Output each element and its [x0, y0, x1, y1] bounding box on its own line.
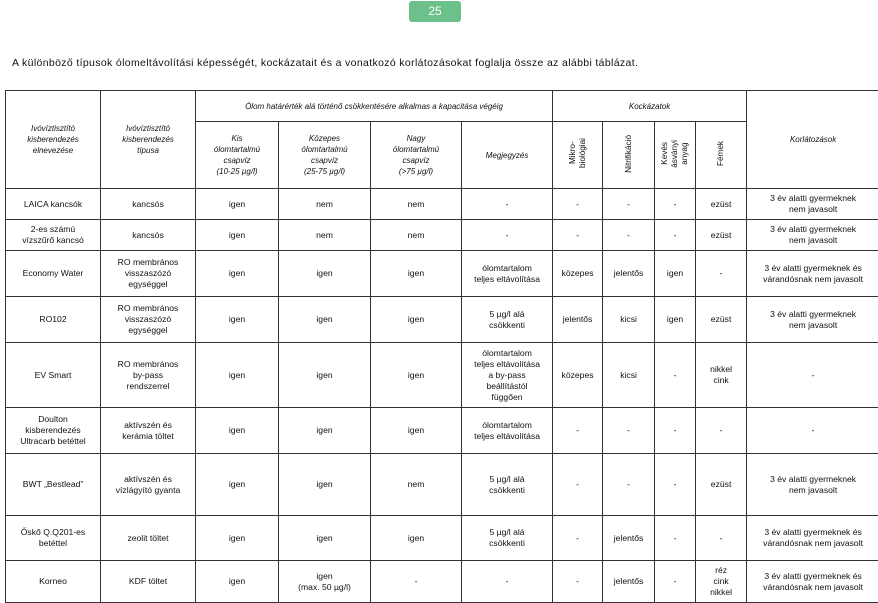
cell-limits: - — [747, 408, 878, 454]
header-device-type: Ivóvíztisztító kisberendezés típusa — [101, 91, 196, 189]
cell-low: igen — [196, 297, 279, 343]
cell-name: 2-es számú vízszűrő kancsó — [6, 220, 101, 251]
cell-name: LAICA kancsók — [6, 189, 101, 220]
cell-metals: ezüst — [696, 220, 747, 251]
cell-micro: - — [553, 408, 603, 454]
cell-name: Korneo — [6, 561, 101, 603]
table-row — [6, 297, 878, 343]
cell-mineral: igen — [655, 251, 696, 297]
cell-high: nem — [371, 220, 462, 251]
cell-limits: 3 év alatti gyermeknek nem javasolt — [747, 220, 878, 251]
intro-text: A különböző típusok ólomeltávolítási képességét, kockázatait és a vonatkozó korlátozásokat foglalja össze az alábbi táblázat. — [12, 57, 638, 69]
header-note: Megjegyzés — [462, 122, 553, 189]
cell-high: igen — [371, 297, 462, 343]
cell-micro: - — [553, 189, 603, 220]
cell-metals: réz cink nikkel — [696, 561, 747, 603]
cell-low: igen — [196, 561, 279, 603]
cell-note: ólomtartalom teljes eltávolítása — [462, 251, 553, 297]
cell-low: igen — [196, 516, 279, 561]
table-row — [6, 220, 878, 251]
cell-low: igen — [196, 251, 279, 297]
header-low-lead: Kis ólomtartalmú csapvíz (10-25 µg/l) — [196, 122, 279, 189]
cell-mineral: - — [655, 408, 696, 454]
cell-medium: igen — [279, 343, 371, 408]
cell-micro: jelentős — [553, 297, 603, 343]
cell-low: igen — [196, 189, 279, 220]
cell-low: igen — [196, 343, 279, 408]
cell-limits: - — [747, 343, 878, 408]
cell-metals: - — [696, 516, 747, 561]
cell-limits: 3 év alatti gyermeknek nem javasolt — [747, 189, 878, 220]
table-row — [6, 251, 878, 297]
header-nitri-cell — [603, 122, 655, 189]
cell-limits: 3 év alatti gyermeknek és várandósnak nem javasolt — [747, 516, 878, 561]
table-row — [6, 408, 878, 454]
cell-metals: ezüst — [696, 454, 747, 516]
table-row — [6, 189, 878, 220]
cell-medium: igen — [279, 297, 371, 343]
cell-mineral: - — [655, 516, 696, 561]
cell-limits: 3 év alatti gyermeknek nem javasolt — [747, 297, 878, 343]
cell-limits: 3 év alatti gyermeknek nem javasolt — [747, 454, 878, 516]
cell-note: ólomtartalom teljes eltávolítása — [462, 408, 553, 454]
cell-high: igen — [371, 343, 462, 408]
cell-note: 5 µg/l alá csökkenti — [462, 454, 553, 516]
cell-mineral: - — [655, 189, 696, 220]
cell-metals: ezüst — [696, 189, 747, 220]
cell-nitri: - — [603, 189, 655, 220]
cell-mineral: igen — [655, 297, 696, 343]
cell-low: igen — [196, 220, 279, 251]
cell-type: aktívszén és kerámia töltet — [101, 408, 196, 454]
cell-micro: közepes — [553, 343, 603, 408]
lead-removal-table — [5, 90, 878, 603]
header-mineral-cell — [655, 122, 696, 189]
table-row — [6, 454, 878, 516]
cell-type: RO membrános visszaszózó egységgel — [101, 297, 196, 343]
cell-micro: közepes — [553, 251, 603, 297]
cell-name: RO102 — [6, 297, 101, 343]
cell-type: aktívszén és vízlágyító gyanta — [101, 454, 196, 516]
header-nitrification: Nitrifikáció — [624, 135, 634, 173]
cell-nitri: jelentős — [603, 516, 655, 561]
cell-nitri: - — [603, 408, 655, 454]
cell-metals: nikkel cink — [696, 343, 747, 408]
cell-limits: 3 év alatti gyermeknek és várandósnak nem javasolt — [747, 561, 878, 603]
cell-name: EV Smart — [6, 343, 101, 408]
page-number-badge: 25 — [409, 1, 461, 22]
cell-type: zeolit töltet — [101, 516, 196, 561]
table-row — [6, 516, 878, 561]
cell-high: - — [371, 561, 462, 603]
cell-note: - — [462, 220, 553, 251]
cell-note: 5 µg/l alá csökkenti — [462, 297, 553, 343]
header-microbiological: Mikro- biológiai — [568, 138, 588, 168]
header-high-lead: Nagy ólomtartalmú csapvíz (>75 µg/l) — [371, 122, 462, 189]
cell-nitri: kicsi — [603, 343, 655, 408]
cell-type: kancsós — [101, 220, 196, 251]
cell-micro: - — [553, 454, 603, 516]
cell-medium: igen — [279, 454, 371, 516]
cell-medium: igen — [279, 408, 371, 454]
cell-mineral: - — [655, 220, 696, 251]
cell-metals: - — [696, 251, 747, 297]
cell-type: RO membrános visszaszózó egységgel — [101, 251, 196, 297]
cell-low: igen — [196, 408, 279, 454]
cell-name: Economy Water — [6, 251, 101, 297]
cell-nitri: - — [603, 454, 655, 516]
cell-medium: nem — [279, 189, 371, 220]
cell-high: nem — [371, 454, 462, 516]
cell-note: 5 µg/l alá csökkenti — [462, 516, 553, 561]
cell-high: igen — [371, 251, 462, 297]
cell-medium: igen — [279, 516, 371, 561]
cell-high: igen — [371, 516, 462, 561]
cell-high: nem — [371, 189, 462, 220]
cell-nitri: kicsi — [603, 297, 655, 343]
header-medium-lead: Közepes ólomtartalmú csapvíz (25-75 µg/l) — [279, 122, 371, 189]
header-metals: Fémek — [716, 141, 726, 166]
cell-micro: - — [553, 516, 603, 561]
cell-name: Doulton kisberendezés Ultracarb betéttel — [6, 408, 101, 454]
header-risks-group: Kockázatok — [553, 91, 747, 122]
cell-low: igen — [196, 454, 279, 516]
cell-nitri: jelentős — [603, 561, 655, 603]
cell-type: RO membrános by-pass rendszerrel — [101, 343, 196, 408]
table-row — [6, 561, 878, 603]
cell-medium: nem — [279, 220, 371, 251]
cell-metals: - — [696, 408, 747, 454]
header-capacity-group: Ólom határérték alá történő csökkentésére alkalmas a kapacitása végéig — [196, 91, 553, 122]
cell-note: - — [462, 189, 553, 220]
table-row — [6, 343, 878, 408]
cell-high: igen — [371, 408, 462, 454]
cell-medium: igen (max. 50 µg/l) — [279, 561, 371, 603]
cell-limits: 3 év alatti gyermeknek és várandósnak nem javasolt — [747, 251, 878, 297]
cell-mineral: - — [655, 343, 696, 408]
cell-name: Őskő Q.Q201-es betéttel — [6, 516, 101, 561]
cell-mineral: - — [655, 454, 696, 516]
cell-micro: - — [553, 220, 603, 251]
header-micro-cell — [553, 122, 603, 189]
header-limits: Korlátozások — [747, 91, 878, 189]
cell-name: BWT „Bestlead” — [6, 454, 101, 516]
cell-type: kancsós — [101, 189, 196, 220]
header-device-name: Ivóvíztisztító kisberendezés elnevezése — [6, 91, 101, 189]
cell-metals: ezüst — [696, 297, 747, 343]
cell-nitri: jelentős — [603, 251, 655, 297]
cell-note: ólomtartalom teljes eltávolítása a by-pass beállítástól függően — [462, 343, 553, 408]
cell-note: - — [462, 561, 553, 603]
header-metals-cell — [696, 122, 747, 189]
cell-type: KDF töltet — [101, 561, 196, 603]
header-low-mineral: Kevés ásványi anyag — [660, 140, 690, 168]
cell-mineral: - — [655, 561, 696, 603]
cell-micro: - — [553, 561, 603, 603]
cell-nitri: - — [603, 220, 655, 251]
cell-medium: igen — [279, 251, 371, 297]
